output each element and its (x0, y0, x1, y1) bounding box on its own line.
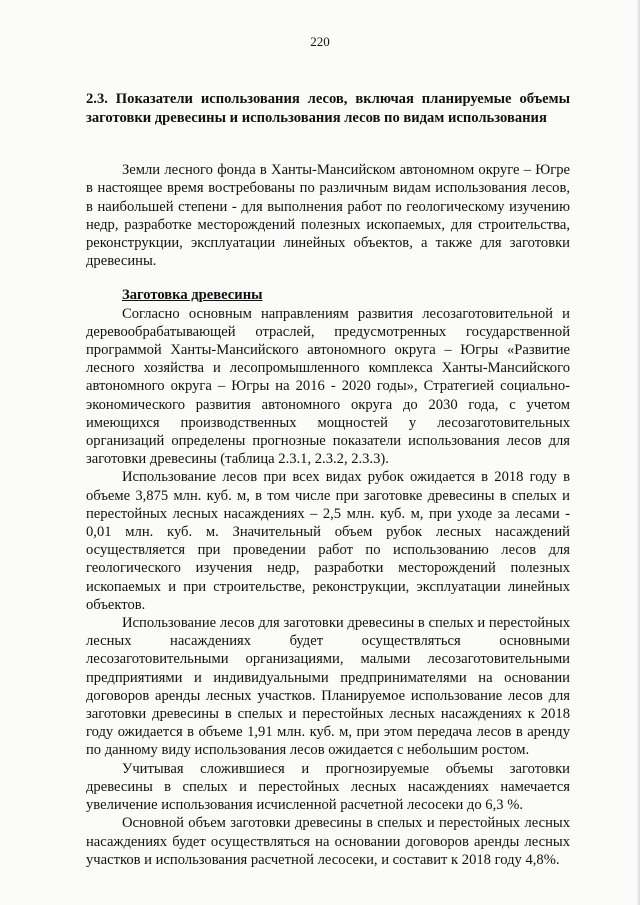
section-heading: 2.3. Показатели использования лесов, включая планируемые объемы заготовки древесины и использования лесов по видам использования (86, 91, 570, 126)
body-paragraph: Согласно основным направлениям развития лесозаготовительной и деревообрабатывающей отраслей, предусмотренных государственной программой Ханты-Мансийского автономного округа – Югры «Развитие лесного хозяйства и лесопромышленного комплекса Ханты-Мансийского автономного округа – Югры на 2016 - 2020 годы», Стратегией социально-экономического развития автономного округа до 2030 года, с учетом имеющихся производственных мощностей у лесозаготовительных организаций определены прогнозные показатели использования лесов для заготовки древесины (таблица 2.3.1, 2.3.2, 2.3.3). (86, 305, 570, 468)
intro-paragraph: Земли лесного фонда в Ханты-Мансийском автономном округе – Югре в настоящее время востребованы по различным видам использования лесов, в наибольшей степени - для выполнения работ по геологическому изучению недр, разработке месторождений полезных ископаемых, для строительства, реконструкции, эксплуатации линейных объектов, а также для заготовки древесины. (86, 162, 570, 270)
scan-edge (636, 0, 640, 905)
body-paragraph: Основной объем заготовки древесины в спелых и перестойных лесных насаждениях будет осуществляться на основании договоров аренды лесных участков и использования расчетной лесосеки, и составит к 2018 году 4,8%. (86, 815, 570, 868)
subsection-heading: Заготовка древесины (122, 287, 263, 304)
page-number: 220 (310, 34, 330, 49)
body-paragraph: Использование лесов для заготовки древесины в спелых и перестойных лесных насаждениях будет осуществляться основными лесозаготовительными организациями, малыми лесозаготовительными предприятиями и индивидуальными предпринимателями на основании договоров аренды лесных участков. Планируемое использование лесов для заготовки древесины в спелых и перестойных лесных насаждениях к 2018 году ожидается в объеме 1,91 млн. куб. м, при этом передача лесов в аренду по данному виду использования лесов ожидается с небольшим ростом. (86, 615, 570, 759)
body-paragraph: Учитывая сложившиеся и прогнозируемые объемы заготовки древесины в спелых и перестойных лесных насаждениях намечается увеличение использования исчисленной расчетной лесосеки до 6,3 %. (86, 760, 570, 814)
page-content (86, 90, 570, 869)
body-paragraph: Использование лесов при всех видах рубок ожидается в 2018 году в объеме 3,875 млн. куб. м, в том числе при заготовке древесины в спелых и перестойных лесных насаждениях – 2,5 млн. куб. м, при уходе за лесами - 0,01 млн. куб. м. Значительный объем рубок лесных насаждений осуществляется при проведении работ по использованию лесов для геологического изучения недр, разработки месторождений полезных ископаемых и при строительстве, реконструкции, эксплуатации линейных объектов. (86, 469, 570, 613)
